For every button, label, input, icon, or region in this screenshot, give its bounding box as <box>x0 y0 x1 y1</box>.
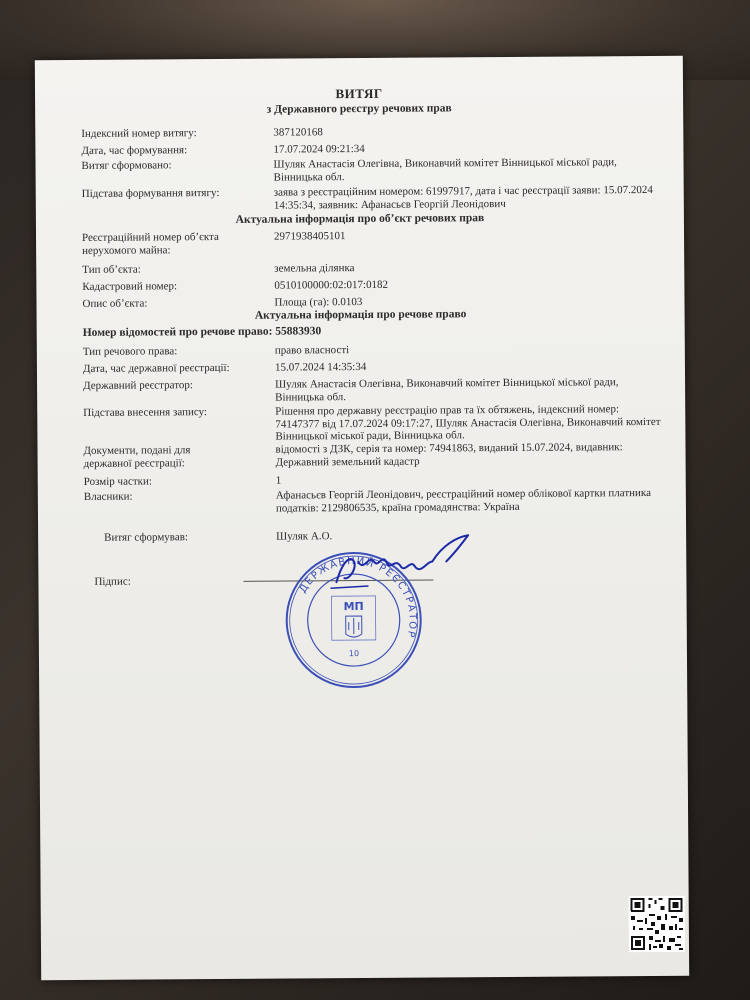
field-value: Афанасьєв Георгій Леонідович, реєстраційний номер облікової картки платника податків: 2129806535, країна громадянства: Україна <box>275 486 651 515</box>
field-value: 0510100000:02:017:0182 <box>274 278 389 292</box>
field-label: Документи, подані для державної реєстрації: <box>83 444 191 470</box>
right-row-datetime <box>82 359 673 375</box>
object-row-description <box>82 294 672 310</box>
document-sheet <box>35 56 689 981</box>
field-label: Тип об’єкта: <box>82 263 141 276</box>
field-label: Підстава внесення запису: <box>83 406 208 419</box>
header-row-datetime <box>81 141 671 157</box>
document-title: ВИТЯГ <box>335 85 383 102</box>
field-value: Рішення про державну реєстрацію прав та їх обтяжень, індексний номер: 74147377 від 17.07.2024 09:17:27, Шуляк Анастасія Олегівна, Виконавчий комітет Вінницької міської ради, Вінницька обл. <box>275 403 661 443</box>
right-row-type <box>82 342 673 358</box>
field-label: Державний реєстратор: <box>83 379 193 392</box>
field-value: 2971938405101 <box>273 230 346 243</box>
right-row-registrar <box>83 376 673 404</box>
field-value: Шуляк Анастасія Олегівна, Виконавчий комітет Вінницької міської ради, Вінницька обл. <box>275 376 619 404</box>
object-row-type <box>82 260 672 276</box>
right-row-basis <box>83 403 673 443</box>
field-value: Площа (га): 0.0103 <box>274 295 363 309</box>
stamp-number: 10 <box>348 649 360 659</box>
object-row-cadastral <box>82 277 672 293</box>
field-value: 1 <box>275 474 282 487</box>
field-value: відомості з ДЗК, серія та номер: 74941863, виданий 15.07.2024, видавник: Державний земельний кадастр <box>275 441 623 469</box>
field-label: Індексний номер витягу: <box>81 127 197 140</box>
field-value: земельна ділянка <box>274 262 355 275</box>
right-section-title: Актуальна інформація про речове право <box>254 308 467 322</box>
qr-code <box>629 896 685 952</box>
field-value: Шуляк Анастасія Олегівна, Виконавчий комітет Вінницької міської ради, Вінницька обл. <box>273 156 617 184</box>
field-label: Дата, час формування: <box>81 144 188 157</box>
document-subtitle: з Державного реєстру речових прав <box>266 102 452 116</box>
field-value: заява з реєстраційним номером: 61997917, дата і час реєстрації заяви: 15.07.2024 14:35:34, заявник: Афанасьєв Георгій Леонідович <box>273 183 653 212</box>
formed-by-value: Шуляк А.О. <box>276 530 333 543</box>
field-label: Реєстраційний номер об’єкта нерухомого майна: <box>81 230 219 257</box>
field-value: право власності <box>274 344 350 357</box>
stamp-outer-text: ДЕРЖАВНИЙ РЕЄСТРАТОР <box>297 555 418 640</box>
field-label: Розмір частки: <box>83 475 152 488</box>
field-label: Опис об’єкта: <box>82 297 148 310</box>
field-label: Підстава формування витягу: <box>81 186 220 200</box>
field-value: 15.07.2024 14:35:34 <box>274 360 367 374</box>
field-label: Кадастровий номер: <box>82 280 178 293</box>
field-value: 17.07.2024 09:21:34 <box>273 142 365 156</box>
object-row-regnum <box>81 228 672 257</box>
stamp-mp: МП <box>343 599 364 614</box>
field-label: Власники: <box>83 490 133 503</box>
field-label: Дата, час державної реєстрації: <box>82 361 230 375</box>
object-section-title: Актуальна інформація про об’єкт речових прав <box>235 212 485 226</box>
formed-by-label: Витяг сформував: <box>104 531 188 544</box>
header-row-index <box>81 124 671 140</box>
field-label: Тип речового права: <box>82 345 178 358</box>
field-label: Витяг сформовано: <box>81 159 172 172</box>
header-row-basis <box>81 183 672 212</box>
right-row-share <box>83 472 674 488</box>
handwritten-signature <box>328 531 478 602</box>
signature-label: Підпис: <box>94 575 131 588</box>
field-value: 387120168 <box>273 126 323 139</box>
right-number: Номер відомостей про речове право: 55883930 <box>82 325 322 339</box>
